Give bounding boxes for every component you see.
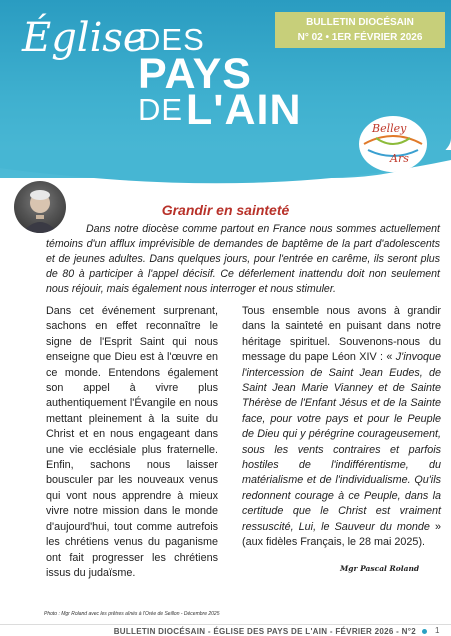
article-title: Grandir en sainteté (161, 202, 290, 218)
footer-text: BULLETIN DIOCÉSAIN - ÉGLISE DES PAYS DE L'AIN - FÉVRIER 2026 - N°2 (113, 627, 416, 636)
footer-dot-icon (422, 629, 427, 634)
logo-word-ars: Ars (390, 152, 409, 165)
masthead-de: DE (138, 92, 184, 127)
right-column-end: » (aux fidèles Français, le 28 mai 2025). (242, 520, 441, 549)
diocese-logo (356, 110, 430, 174)
bulletin-title: BULLETIN DIOCÉSAIN (306, 17, 414, 28)
footer-divider (0, 624, 451, 625)
pope-quote: J'invoque l'intercession de Saint Jean Eudes, de Saint Jean Marie Vianney et de Sainte Thérèse de l'Enfant Jésus et de la Sainte face, pour votre pays et pour le Peuple de Dieu qui y pérégrine courageusement, sous les vents contraires et parfois hostiles de l'indifférentisme, du matérialisme et de l'individualisme. Qu'ils redonnent courage à ce Peuple, dans la certitude que le Christ est vraiment ressuscité, Lui, le Sauveur du monde (242, 351, 442, 533)
logo-word-belley: Belley (372, 122, 407, 135)
article-right-column (242, 304, 441, 551)
masthead-des: DES (138, 22, 205, 57)
bulletin-issue: N° 02 • 1ER FÉVRIER 2026 (297, 32, 423, 43)
masthead-pays: PAYS (138, 50, 252, 98)
photo-caption: Photo : Mgr Roland avec les prêtres aînés à l'Orée de Seillon - Décembre 2025 (44, 611, 220, 617)
article-intro: Dans notre diocèse comme partout en France nous sommes actuellement témoins d'un afflux imprévisible de demandes de baptême de la part d'adolescents et de jeunes adultes. Dans quelques jours, pour l'entrée en carême, ils seront plus de 80 à participer à l'appel décisif. Ce déferlement inattendu doit non seulement nous réjouir, mais également nous interroger et nous stimuler. (46, 223, 440, 295)
article-left-column: Dans cet événement surprenant, sachons en effet reconnaître le signe de l'Esprit Saint qui nous enseigne que Dieu est à l'œuvre en ce monde. Entendons également son appel à vivre plus authentiquement l'Évangile en nous mettant pleinement à la suite du Christ et en nous engageant dans une vie ecclésiale plus fraternelle. Enfin, sachons nous laisser bousculer par les nouveaux venus qui vont nous apprendre à mieux vivre notre mission dans le monde d'aujourd'hui, tout comme autrefois les chrétiens venus du paganisme ont fait progresser les chrétiens issus du judaïsme. (46, 305, 218, 579)
masthead-lain: L'AIN (186, 86, 302, 134)
signature: Mgr Pascal Roland (340, 564, 420, 573)
right-column-intro: Tous ensemble nous avons à grandir dans la sainteté en puisant dans notre héritage spirituel. Souvenons-nous du message du pape Léon XIV : « (242, 305, 441, 364)
page-number: 1 (435, 626, 440, 635)
bulletin-label (275, 12, 445, 48)
masthead-eglise: Église (22, 15, 147, 61)
